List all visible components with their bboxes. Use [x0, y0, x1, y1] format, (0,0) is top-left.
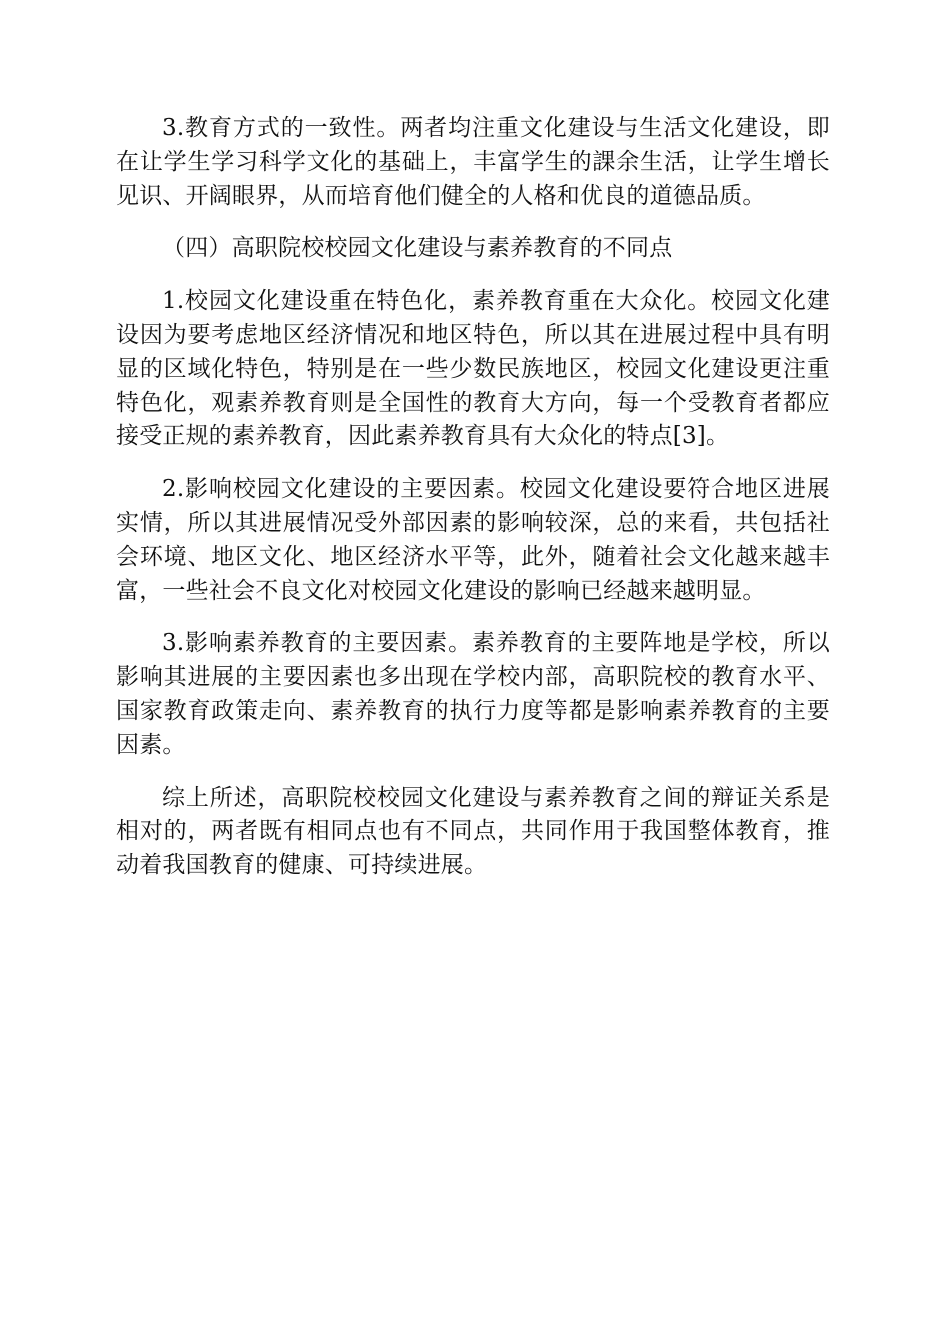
paragraph-conclusion: 综上所述，高职院校校园文化建设与素养教育之间的辩证关系是相对的，两者既有相同点也有不同点，共同作用于我国整体教育，推动着我国教育的健康、可持续进展。	[116, 784, 830, 879]
paragraph-quality-education-factors: 3.影响素养教育的主要因素。素养教育的主要阵地是学校，所以影响其进展的主要因素也多出现在学校内部，高职院校的教育水平、国家教育政策走向、素养教育的执行力度等都是影响素养教育的主要因素。	[116, 630, 830, 758]
paragraph-campus-culture-factors: 2.影响校园文化建设的主要因素。校园文化建设要符合地区进展实情，所以其进展情况受外部因素的影响较深，总的来看，共包括社会环境、地区文化、地区经济水平等，此外，随着社会文化越来越丰富，一些社会不良文化对校园文化建设的影响已经越来越明显。	[116, 476, 830, 604]
section-heading-differences: （四）高职院校校园文化建设与素养教育的不同点	[162, 235, 673, 262]
paragraph-characteristic-vs-mass: 1.校园文化建设重在特色化，素养教育重在大众化。校园文化建设因为要考虑地区经济情况和地区特色，所以其在进展过程中具有明显的区域化特色，特别是在一些少数民族地区，校园文化建设更注重特色化，观素养教育则是全国性的教育大方向，每一个受教育者都应接受正规的素养教育，因此素养教育具有大众化的特点[3]。	[116, 288, 830, 450]
paragraph-teaching-method-consistency: 3.教育方式的一致性。两者均注重文化建设与生活文化建设，即在让学生学习科学文化的基础上，丰富学生的課余生活，让学生增长见识、开阔眼界，从而培育他们健全的人格和优良的道德品质。	[116, 115, 830, 209]
